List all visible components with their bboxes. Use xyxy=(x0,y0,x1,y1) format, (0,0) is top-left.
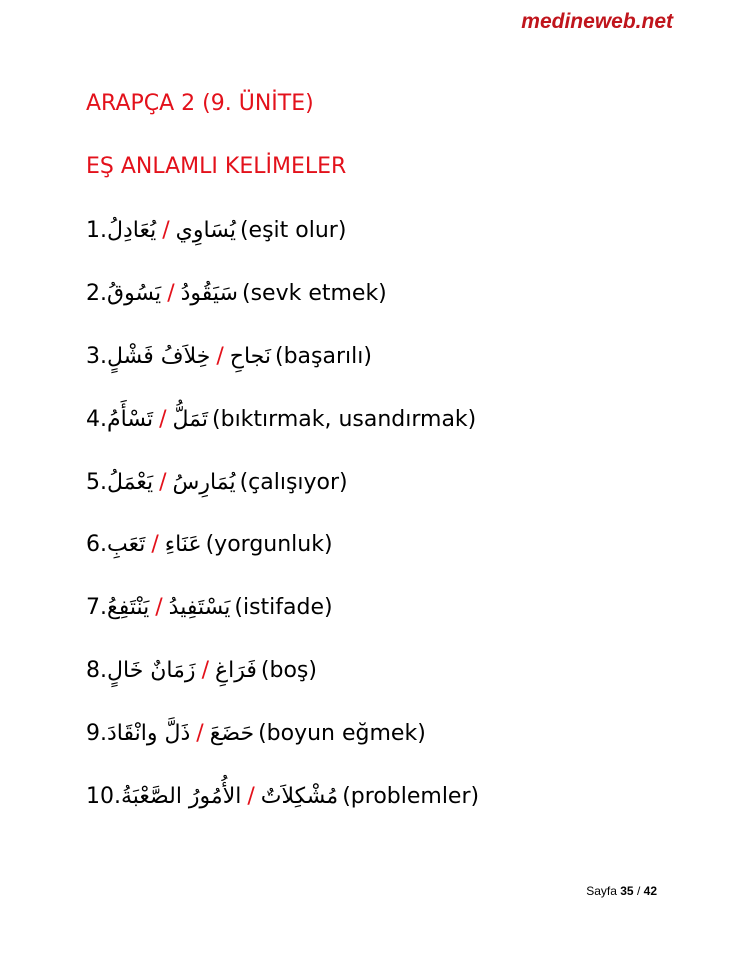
section-title: EŞ ANLAMLI KELİMELER xyxy=(86,154,347,179)
turkish-meaning: (başarılı) xyxy=(275,343,372,369)
separator: / xyxy=(196,721,204,747)
vocab-item xyxy=(86,708,479,771)
arabic-word-b: يَنْتَفِعُ xyxy=(107,595,150,621)
vocab-item xyxy=(86,582,479,645)
item-number: 2. xyxy=(86,280,107,306)
vocab-item xyxy=(86,771,479,834)
arabic-word-a: فَرَاغِ xyxy=(214,658,257,684)
turkish-meaning: (eşit olur) xyxy=(239,218,347,243)
item-number: 5. xyxy=(86,469,107,495)
item-number: 4. xyxy=(86,406,107,432)
site-name: medineweb.net xyxy=(521,10,673,33)
separator: / xyxy=(167,280,175,306)
current-page: 35 xyxy=(620,884,634,898)
total-pages: 42 xyxy=(643,884,657,898)
separator: / xyxy=(162,218,170,243)
item-number: 1. xyxy=(86,218,107,243)
vocab-item xyxy=(86,394,479,457)
turkish-meaning: (problemler) xyxy=(342,784,480,810)
item-number: 7. xyxy=(86,595,107,621)
arabic-word-a: حَضَعَ xyxy=(209,721,255,747)
turkish-meaning: (bıktırmak, usandırmak) xyxy=(212,406,477,432)
arabic-word-b: تَعَبِ xyxy=(107,532,146,558)
arabic-word-a: سَيَقُودُ xyxy=(180,280,238,306)
turkish-meaning: (istifade) xyxy=(234,595,333,621)
separator: / xyxy=(216,343,224,369)
arabic-word-b: ذَلَّ وانْقَادَ xyxy=(107,721,191,747)
arabic-word-a: نَجاحِ xyxy=(229,343,271,369)
separator: / xyxy=(201,658,209,684)
separator: / xyxy=(155,595,163,621)
separator: / xyxy=(159,469,167,495)
item-number: 9. xyxy=(86,721,107,747)
separator: / xyxy=(247,784,255,810)
arabic-word-a: يُمَارِسُ xyxy=(172,469,236,495)
turkish-meaning: (sevk etmek) xyxy=(241,280,387,306)
item-number: 8. xyxy=(86,658,107,684)
turkish-meaning: (çalışıyor) xyxy=(239,469,348,495)
arabic-word-b: خِلاَفُ فَشْلٍ xyxy=(107,343,211,369)
unit-title: ARAPÇA 2 (9. ÜNİTE) xyxy=(86,91,314,116)
arabic-word-b: يُعَادِلُ xyxy=(107,218,157,243)
page-footer xyxy=(586,884,657,898)
vocab-item xyxy=(86,331,479,394)
separator: / xyxy=(151,532,159,558)
separator: / xyxy=(159,406,167,432)
vocab-item xyxy=(86,519,479,582)
arabic-word-a: تَمَلُّ xyxy=(172,406,209,432)
vocab-item xyxy=(86,205,479,268)
turkish-meaning: (yorgunluk) xyxy=(205,532,333,558)
arabic-word-b: الأُمُورُ الصَّعْبَةُ xyxy=(121,784,242,810)
vocab-item xyxy=(86,268,479,331)
item-number: 10. xyxy=(86,784,121,810)
vocabulary-list xyxy=(86,205,479,834)
page-divider: / xyxy=(636,884,641,898)
arabic-word-a: مُشْكِلاَتٌ xyxy=(260,784,339,810)
arabic-word-b: زَمَانٌ خَالٍ xyxy=(107,658,196,684)
arabic-word-a: يُسَاوِي xyxy=(175,218,236,243)
turkish-meaning: (boyun eğmek) xyxy=(258,721,426,747)
vocab-item xyxy=(86,457,479,520)
vocab-item xyxy=(86,645,479,708)
turkish-meaning: (boş) xyxy=(260,658,317,684)
arabic-word-a: عَنَاءِ xyxy=(164,532,202,558)
item-number: 6. xyxy=(86,532,107,558)
item-number: 3. xyxy=(86,343,107,369)
arabic-word-b: تَسْأَمُ xyxy=(107,406,154,432)
page-label: Sayfa xyxy=(586,884,617,898)
arabic-word-a: يَسْتَفِيدُ xyxy=(168,595,231,621)
arabic-word-b: يَعْمَلُ xyxy=(107,469,154,495)
arabic-word-b: يَسُوقُ xyxy=(107,280,162,306)
